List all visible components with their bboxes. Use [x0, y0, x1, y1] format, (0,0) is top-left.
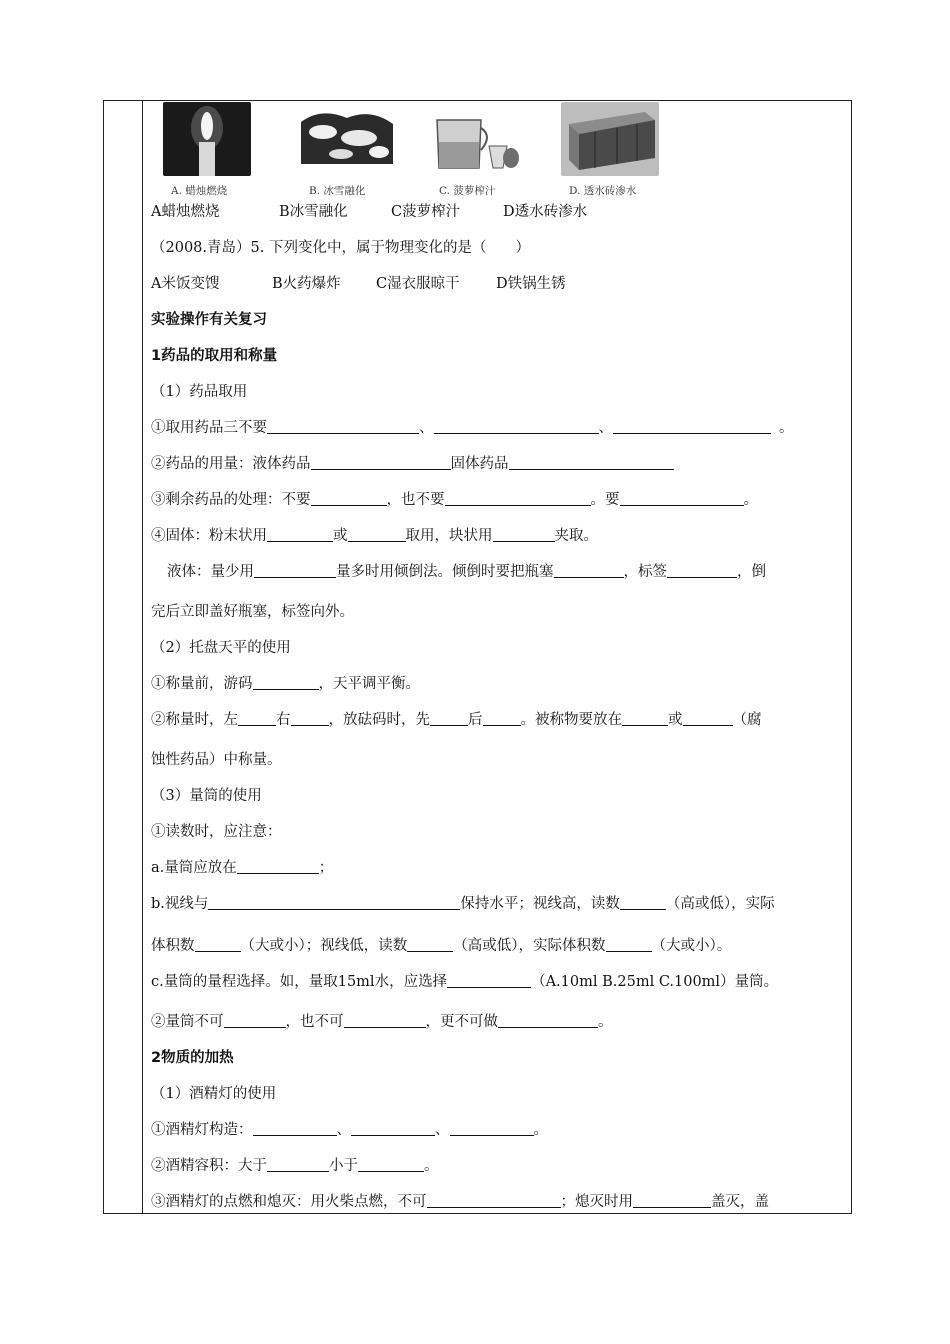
- text: ；: [318, 860, 334, 876]
- image-caption-a: A. 蜡烛燃烧: [171, 185, 228, 197]
- range-choice-line: [151, 972, 778, 992]
- option-c: C湿衣服晾干: [376, 276, 460, 292]
- text: 或: [668, 712, 683, 728]
- blank[interactable]: [620, 894, 666, 910]
- blank[interactable]: [430, 710, 468, 726]
- text: 。: [598, 1014, 613, 1030]
- pineapple-image: [431, 102, 521, 198]
- blank[interactable]: [224, 1012, 286, 1028]
- section-1-title: 1药品的取用和称量: [151, 348, 278, 364]
- text: ②药品的用量：液体药品: [151, 456, 311, 472]
- text: ①酒精灯构造：: [151, 1122, 253, 1138]
- text: 、: [336, 1122, 351, 1138]
- image-caption-c: C. 菠萝榨汁: [439, 185, 496, 197]
- section-2-title: 2物质的加热: [151, 1050, 234, 1066]
- three-donts-line: [151, 418, 794, 438]
- text: 后: [468, 712, 483, 728]
- question-5-options: [151, 274, 566, 294]
- text: ；熄灭时用: [560, 1194, 633, 1210]
- image-caption-d: D. 透水砖渗水: [569, 185, 637, 197]
- image-caption-b: B. 冰雪融化: [309, 185, 366, 197]
- blank[interactable]: [450, 1120, 534, 1136]
- text: （高或低），实际体积数: [453, 938, 606, 954]
- text: 、: [419, 420, 434, 436]
- dosage-line: [151, 454, 674, 474]
- text: ，更不可做: [425, 1014, 498, 1030]
- lighting-line: [151, 1192, 769, 1212]
- text: （高或低），实际: [665, 896, 775, 912]
- text: 体积数: [151, 938, 195, 954]
- option-a: A米饭变馊: [151, 276, 220, 292]
- text: 取用，块状用: [405, 528, 493, 544]
- brick-image: [561, 102, 659, 198]
- subsection-balance: （2）托盘天平的使用: [151, 640, 291, 656]
- blank[interactable]: [483, 710, 521, 726]
- cylinder-donts-line: [151, 1012, 613, 1032]
- text: ③剩余药品的处理：不要: [151, 492, 311, 508]
- text: 固体药品: [450, 456, 509, 472]
- question-4-images: [151, 100, 845, 196]
- text: ②酒精容积：大于: [151, 1158, 267, 1174]
- blank[interactable]: [311, 490, 387, 506]
- text: ，放砝码时，先: [328, 712, 430, 728]
- text: 或: [333, 528, 348, 544]
- text: 夹取。: [554, 528, 598, 544]
- blank[interactable]: [445, 490, 591, 506]
- blank[interactable]: [667, 562, 737, 578]
- text: （大或小）；视线低，读数: [240, 938, 408, 954]
- option-b: B冰雪融化: [279, 204, 348, 220]
- brick-seepage-picture: [561, 102, 659, 176]
- text: 、: [598, 420, 613, 436]
- review-heading: 实验操作有关复习: [151, 312, 267, 328]
- during-weighing-line: [151, 710, 762, 730]
- lamp-structure-line: [151, 1120, 548, 1140]
- text: ①取用药品三不要: [151, 420, 267, 436]
- text: 。: [743, 492, 758, 508]
- blank[interactable]: [195, 936, 241, 952]
- blank[interactable]: [509, 454, 674, 470]
- subsection-cylinder: （3）量筒的使用: [151, 788, 262, 804]
- text: c.量筒的量程选择。如，量取15ml水，应选择: [151, 974, 448, 990]
- option-b: B火药爆炸: [272, 276, 341, 292]
- text: 。: [533, 1122, 548, 1138]
- option-d: D铁锅生锈: [496, 276, 566, 292]
- snow-image: [301, 102, 393, 198]
- blank[interactable]: [267, 418, 419, 434]
- liquid-line-continued: 完后立即盖好瓶塞，标签向外。: [151, 604, 354, 620]
- blank[interactable]: [498, 1012, 598, 1028]
- text: ，倒: [737, 564, 766, 580]
- blank[interactable]: [554, 562, 624, 578]
- text: ，也不要: [386, 492, 445, 508]
- blank[interactable]: [267, 526, 333, 542]
- blank[interactable]: [427, 1192, 561, 1208]
- blank[interactable]: [434, 418, 599, 434]
- blank[interactable]: [208, 894, 460, 910]
- text: 小于: [329, 1158, 358, 1174]
- text: 量多时用倾倒法。倾倒时要把瓶塞: [336, 564, 554, 580]
- subsection-drug-taking: （1）药品取用: [151, 384, 248, 400]
- worksheet-content: [151, 100, 845, 1210]
- blank[interactable]: [237, 858, 319, 874]
- blank[interactable]: [447, 972, 531, 988]
- blank[interactable]: [311, 454, 451, 470]
- subsection-alcohol-lamp: （1）酒精灯的使用: [151, 1086, 277, 1102]
- text: （腐: [732, 712, 762, 728]
- text: 。被称物要放在: [520, 712, 622, 728]
- blank[interactable]: [344, 1012, 426, 1028]
- candle-burning-picture: [163, 102, 251, 176]
- blank[interactable]: [606, 936, 652, 952]
- text: ①称量前，游码: [151, 676, 253, 692]
- blank[interactable]: [493, 526, 555, 542]
- snow-melting-picture: [301, 102, 393, 176]
- text: 、: [435, 1122, 450, 1138]
- blank[interactable]: [351, 1120, 435, 1136]
- text: ③酒精灯的点燃和熄灭：用火柴点燃，不可: [151, 1194, 427, 1210]
- column-divider: [142, 100, 143, 1214]
- text: b.视线与: [151, 896, 209, 912]
- text: 盖灭，盖: [711, 1194, 769, 1210]
- blank[interactable]: [613, 418, 771, 434]
- text: （A.10ml B.25ml C.100ml）量筒。: [531, 974, 779, 990]
- question-4-options: [151, 202, 587, 222]
- text: 。: [424, 1158, 439, 1174]
- text: （大或小）。: [651, 938, 732, 954]
- text: a.量筒应放在: [151, 860, 237, 876]
- solid-line: [151, 526, 598, 546]
- text: ，天平调平衡。: [318, 676, 420, 692]
- blank[interactable]: [238, 710, 276, 726]
- text: 右: [276, 712, 291, 728]
- text: 液体：量少用: [167, 564, 254, 580]
- text: ②量筒不可: [151, 1014, 224, 1030]
- text: ④固体：粉末状用: [151, 528, 267, 544]
- reading-note: ①读数时，应注意：: [151, 824, 282, 840]
- blank[interactable]: [358, 1156, 424, 1172]
- pineapple-juice-picture: [431, 102, 521, 176]
- option-a: A蜡烛燃烧: [151, 204, 220, 220]
- blank[interactable]: [254, 562, 336, 578]
- blank[interactable]: [620, 490, 744, 506]
- during-weighing-continued: 蚀性药品）中称量。: [151, 752, 282, 768]
- liquid-line: [167, 562, 766, 582]
- option-c: C菠萝榨汁: [391, 204, 461, 220]
- blank[interactable]: [407, 936, 453, 952]
- blank[interactable]: [253, 1120, 337, 1136]
- leftover-line: [151, 490, 758, 510]
- candle-image: [163, 102, 251, 198]
- option-d: D透水砖渗水: [503, 204, 588, 220]
- cylinder-placement-line: [151, 858, 333, 878]
- text: 。: [779, 420, 794, 436]
- text: ②称量时，左: [151, 712, 238, 728]
- text: 。要: [590, 492, 620, 508]
- question-5-stem: （2008.青岛）5. 下列变化中，属于物理变化的是（ ）: [151, 240, 530, 256]
- blank[interactable]: [633, 1192, 711, 1208]
- text: ，标签: [623, 564, 667, 580]
- line-of-sight-line: [151, 894, 775, 914]
- blank[interactable]: [622, 710, 668, 726]
- blank[interactable]: [683, 710, 733, 726]
- blank[interactable]: [253, 674, 319, 690]
- alcohol-volume-line: [151, 1156, 439, 1176]
- blank[interactable]: [291, 710, 329, 726]
- blank[interactable]: [267, 1156, 329, 1172]
- before-weighing-line: [151, 674, 420, 694]
- text: 保持水平；视线高，读数: [460, 896, 620, 912]
- blank[interactable]: [348, 526, 406, 542]
- line-of-sight-continued: [151, 936, 731, 956]
- text: ，也不可: [285, 1014, 344, 1030]
